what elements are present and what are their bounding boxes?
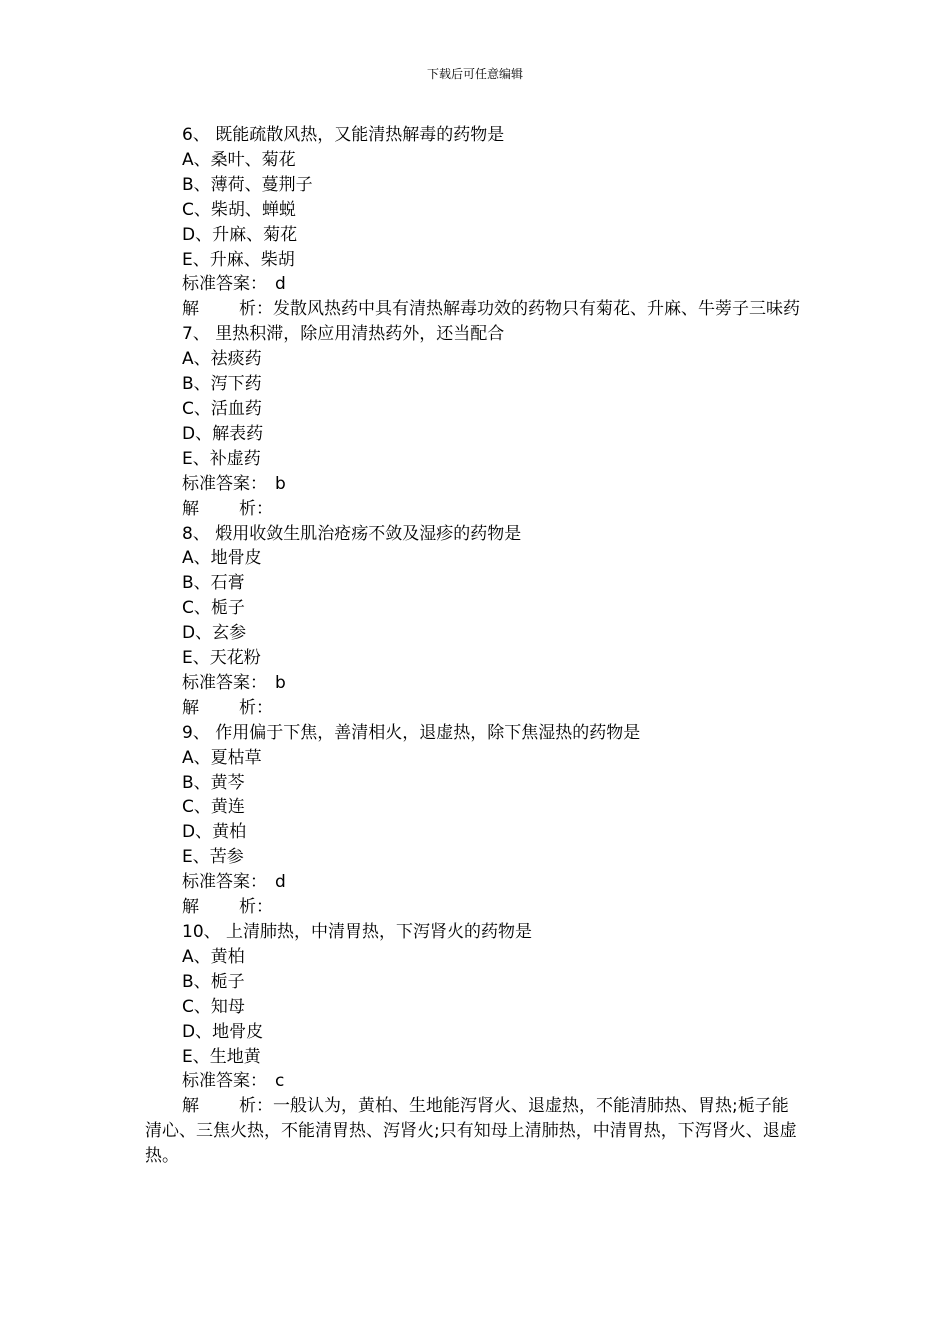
answer-option: B、栀子 <box>182 971 245 992</box>
question-block <box>145 322 805 521</box>
standard-answer <box>145 671 805 696</box>
explanation-label: 解 析： <box>182 299 273 320</box>
answer-value: d <box>275 274 286 295</box>
answer-option: D、升麻、菊花 <box>182 224 298 245</box>
explanation <box>145 497 805 522</box>
answer-option: B、石膏 <box>182 573 245 594</box>
answer-label: 标准答案： <box>182 672 267 693</box>
answer-label: 标准答案： <box>182 473 267 494</box>
question-block <box>145 721 805 920</box>
explanation <box>145 297 805 322</box>
explanation-label: 解 析： <box>182 897 273 918</box>
explanation-text: 发散风热药中具有清热解毒功效的药物只有菊花、升麻、牛蒡子三味药 <box>273 299 800 320</box>
answer-option: A、黄柏 <box>182 946 245 967</box>
question-block <box>145 920 805 1169</box>
answer-value: c <box>275 1071 285 1092</box>
answer-option: A、桑叶、菊花 <box>182 149 296 170</box>
answer-option: C、活血药 <box>182 398 262 419</box>
explanation <box>145 1094 805 1169</box>
answer-option: C、栀子 <box>182 598 245 619</box>
answer-label: 标准答案： <box>182 1071 267 1092</box>
answer-option: B、薄荷、蔓荆子 <box>182 174 313 195</box>
explanation-label: 解 析： <box>182 697 273 718</box>
answer-option: A、祛痰药 <box>182 349 262 370</box>
answer-option: E、天花粉 <box>182 648 261 669</box>
question-list <box>145 123 805 1169</box>
question-block <box>145 522 805 721</box>
explanation-text: 一般认为，黄柏、生地能泻肾火、退虚热，不能清肺热、胃热;栀子能清心、三焦火热，不能清胃热、泻肾火;只有知母上清肺热，中清胃热，下泻肾火、退虚热。 <box>145 1096 797 1167</box>
answer-option: D、玄参 <box>182 623 247 644</box>
answer-option: A、地骨皮 <box>182 548 262 569</box>
answer-value: d <box>275 872 286 893</box>
question-stem: 6、 既能疏散风热，又能清热解毒的药物是 <box>182 125 505 145</box>
answer-option: B、黄芩 <box>182 772 245 793</box>
question-stem: 10、 上清肺热，中清胃热，下泻肾火的药物是 <box>182 922 533 942</box>
answer-option: C、柴胡、蝉蜕 <box>182 199 296 220</box>
answer-option: E、生地黄 <box>182 1046 261 1067</box>
standard-answer <box>145 870 805 895</box>
answer-option: C、知母 <box>182 996 245 1017</box>
answer-option: E、苦参 <box>182 847 244 868</box>
answer-label: 标准答案： <box>182 872 267 893</box>
answer-option: C、黄连 <box>182 797 245 818</box>
page-header: 下载后可任意编辑 <box>426 67 523 81</box>
question-stem: 7、 里热积滞，除应用清热药外，还当配合 <box>182 324 505 345</box>
standard-answer <box>145 1069 805 1094</box>
answer-option: E、升麻、柴胡 <box>182 249 295 270</box>
answer-option: D、解表药 <box>182 423 264 444</box>
standard-answer <box>145 272 805 297</box>
explanation-label: 解 析： <box>182 1096 273 1117</box>
answer-option: D、黄柏 <box>182 822 247 843</box>
answer-value: b <box>275 473 286 494</box>
standard-answer <box>145 472 805 497</box>
explanation <box>145 696 805 721</box>
explanation-label: 解 析： <box>182 498 273 519</box>
answer-option: B、泻下药 <box>182 374 262 395</box>
answer-option: D、地骨皮 <box>182 1021 264 1042</box>
answer-label: 标准答案： <box>182 274 267 295</box>
answer-option: E、补虚药 <box>182 448 261 469</box>
answer-value: b <box>275 672 286 693</box>
question-stem: 9、 作用偏于下焦，善清相火，退虚热，除下焦湿热的药物是 <box>182 722 641 743</box>
answer-option: A、夏枯草 <box>182 747 262 768</box>
explanation <box>145 895 805 920</box>
question-block <box>145 123 805 322</box>
question-stem: 8、 煅用收敛生肌治疮疡不敛及湿疹的药物是 <box>182 523 522 544</box>
